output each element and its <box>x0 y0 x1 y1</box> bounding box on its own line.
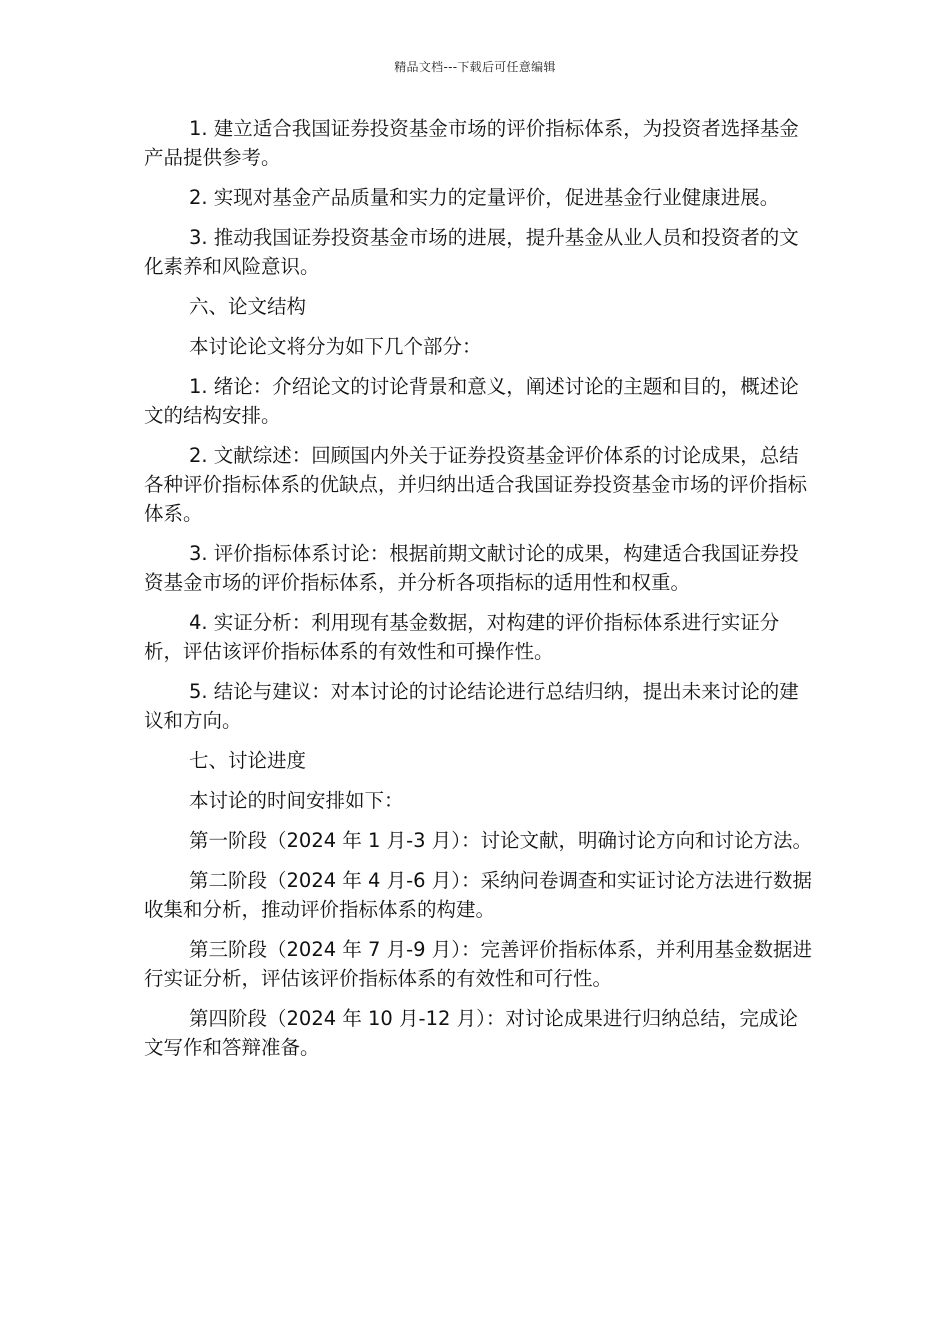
document-body <box>144 114 816 1073</box>
structure-item-4: 4. 实证分析：利用现有基金数据，对构建的评价指标体系进行实证分析，评估该评价指标体系的有效性和可操作性。 <box>144 611 780 663</box>
schedule-intro: 本讨论的时间安排如下： <box>189 789 404 812</box>
schedule-stage-2: 第二阶段（2024 年 4 月-6 月）：采纳问卷调查和实证讨论方法进行数据收集和分析，推动评价指标体系的构建。 <box>144 869 813 921</box>
structure-item-5: 5. 结论与建议：对本讨论的讨论结论进行总结归纳，提出未来讨论的建议和方向。 <box>144 680 799 732</box>
page-header: 精品文档---下载后可任意编辑 <box>394 60 556 74</box>
section-heading-schedule: 七、讨论进度 <box>189 749 307 772</box>
objective-2: 2. 实现对基金产品质量和实力的定量评价，促进基金行业健康进展。 <box>189 186 780 209</box>
structure-item-2: 2. 文献综述：回顾国内外关于证券投资基金评价体系的讨论成果，总结各种评价指标体系的优缺点，并归纳出适合我国证券投资基金市场的评价指标体系。 <box>144 444 808 525</box>
schedule-stage-3: 第三阶段（2024 年 7 月-9 月）：完善评价指标体系，并利用基金数据进行实证分析，评估该评价指标体系的有效性和可行性。 <box>144 938 813 990</box>
section-heading-structure: 六、论文结构 <box>189 295 307 318</box>
schedule-stage-4: 第四阶段（2024 年 10 月-12 月）：对讨论成果进行归纳总结，完成论文写作和答辩准备。 <box>144 1007 798 1059</box>
structure-item-1: 1. 绪论：介绍论文的讨论背景和意义，阐述讨论的主题和目的，概述论文的结构安排。 <box>144 375 799 427</box>
structure-intro: 本讨论论文将分为如下几个部分： <box>189 335 482 358</box>
structure-item-3: 3. 评价指标体系讨论：根据前期文献讨论的成果，构建适合我国证券投资基金市场的评价指标体系，并分析各项指标的适用性和权重。 <box>144 542 799 594</box>
objective-1: 1. 建立适合我国证券投资基金市场的评价指标体系，为投资者选择基金产品提供参考。 <box>144 117 799 169</box>
objective-3: 3. 推动我国证券投资基金市场的进展，提升基金从业人员和投资者的文化素养和风险意识。 <box>144 226 799 278</box>
schedule-stage-1: 第一阶段（2024 年 1 月-3 月）：讨论文献，明确讨论方向和讨论方法。 <box>189 829 813 852</box>
